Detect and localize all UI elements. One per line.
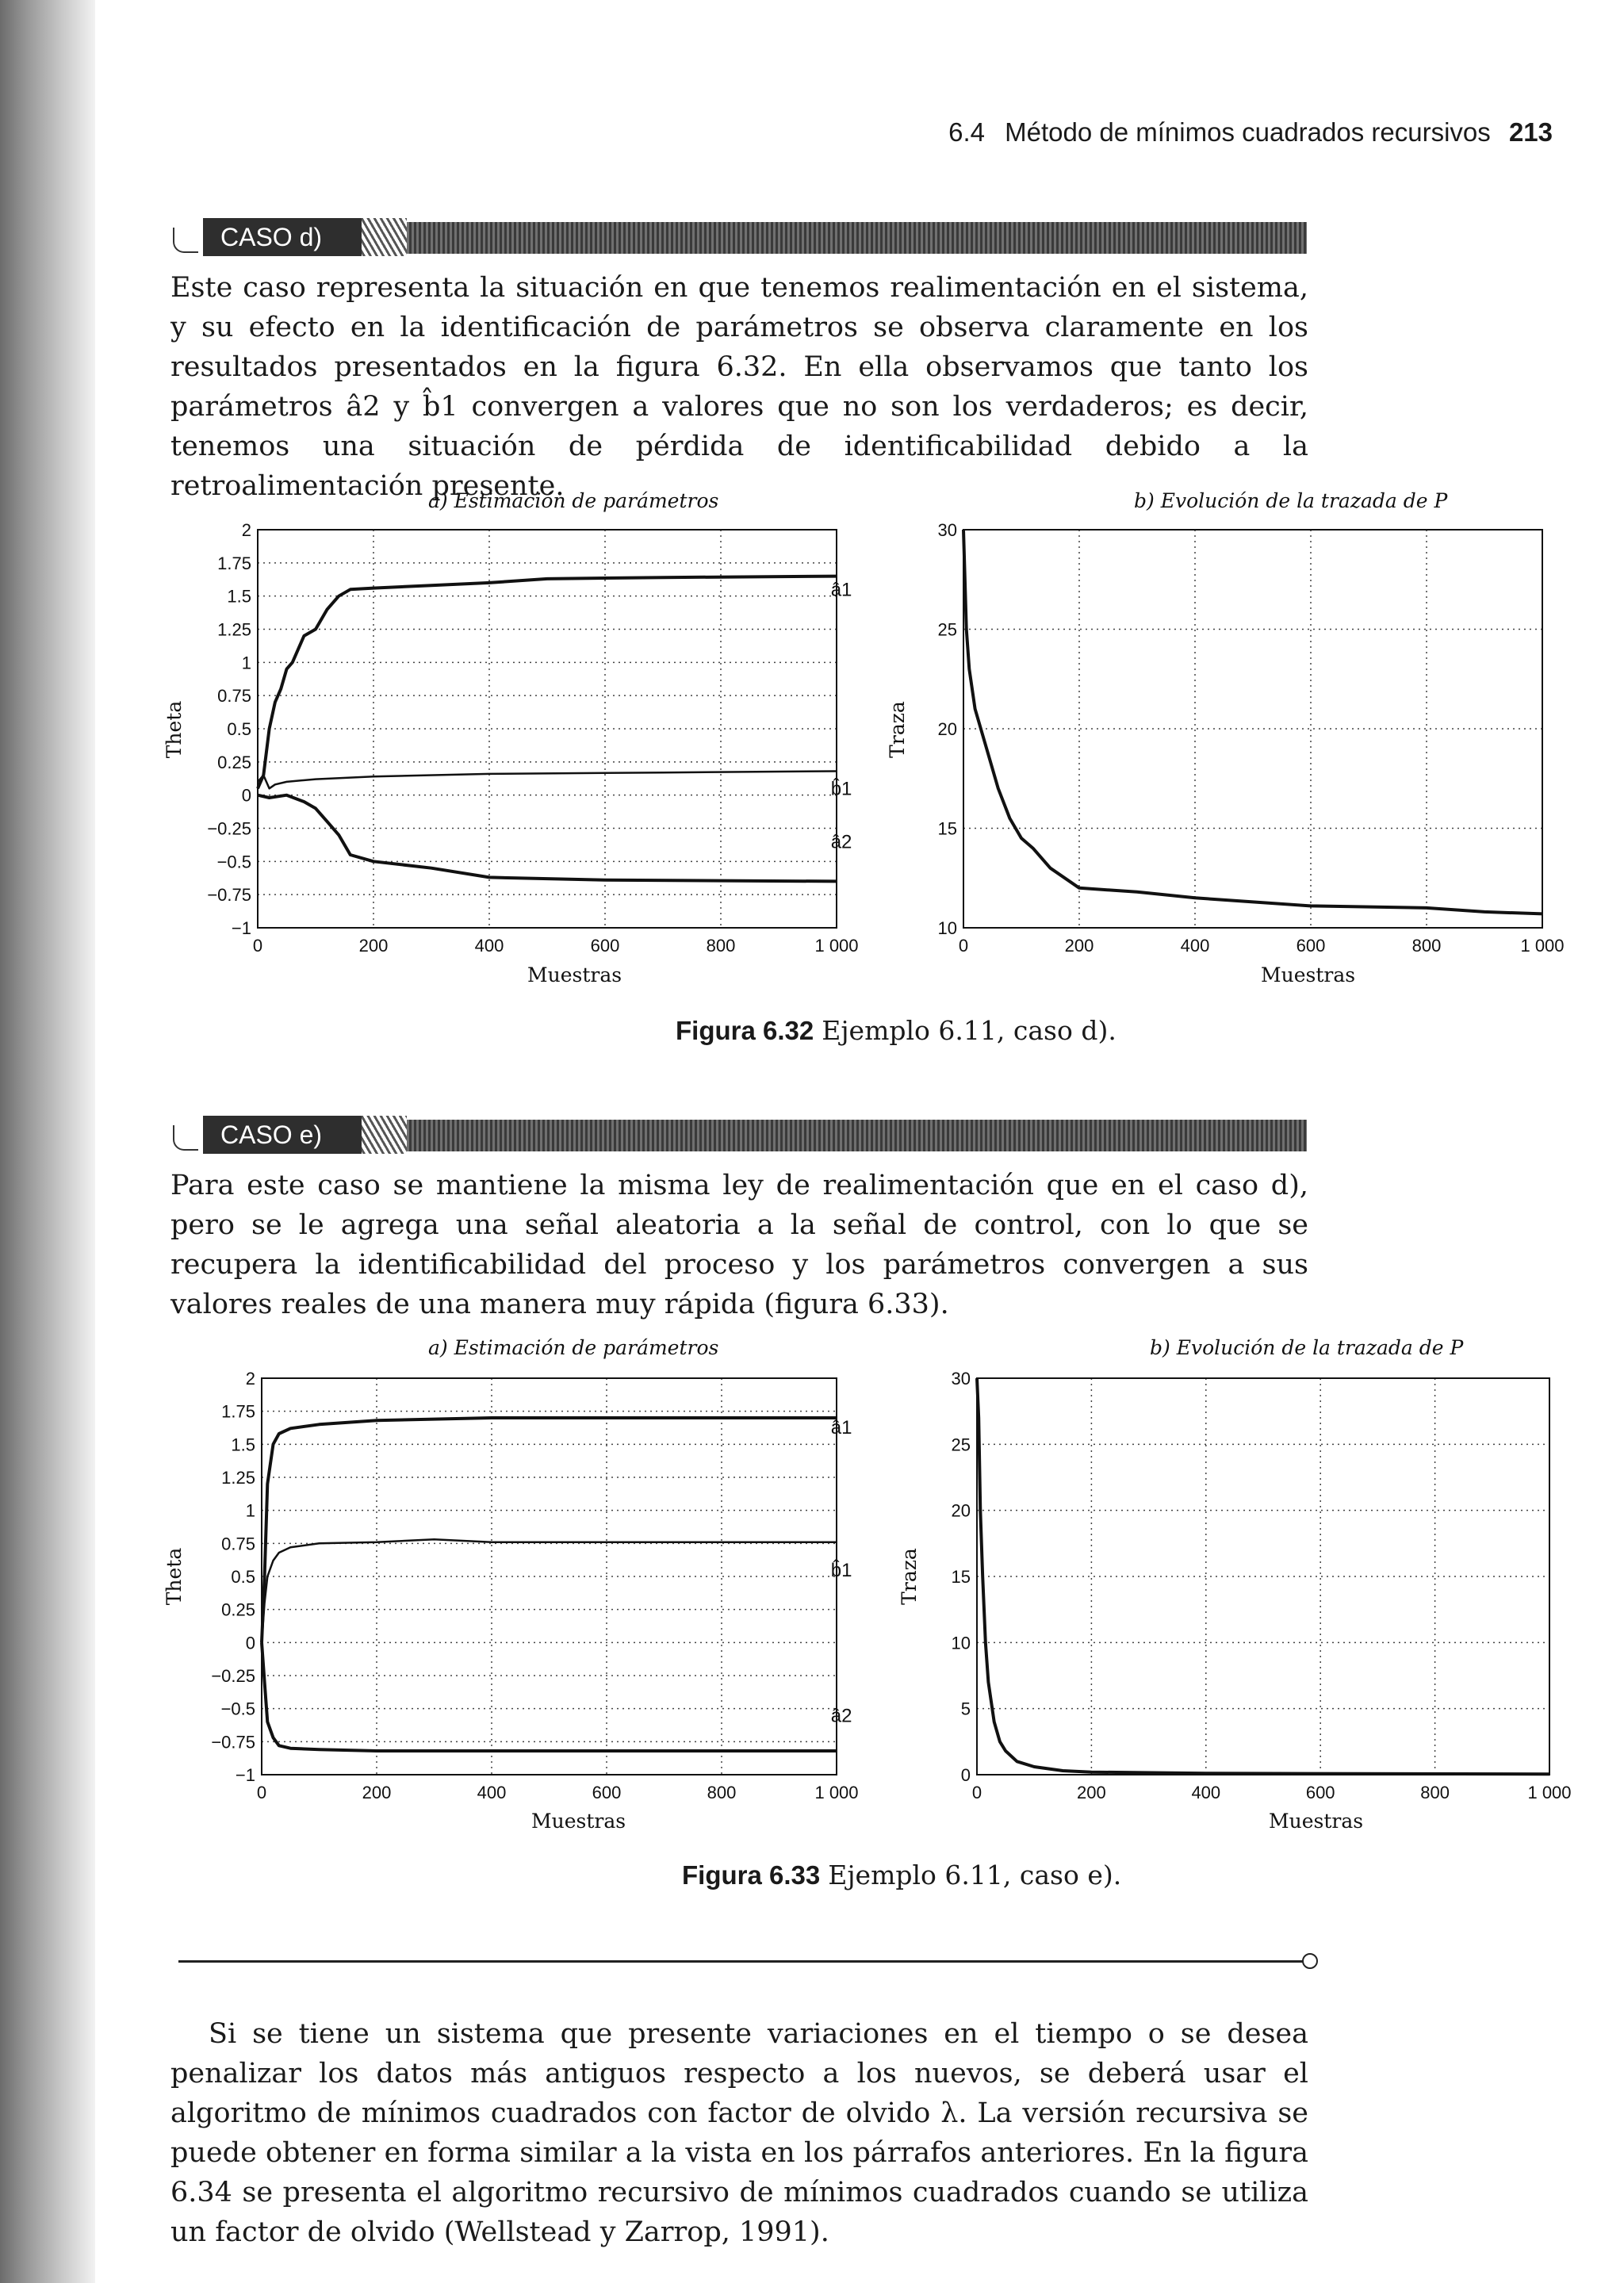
y-tick-label: 2 [245,1369,255,1389]
y-tick-label: 0.75 [221,1534,255,1554]
series-line-1 [258,576,837,789]
y-tick-label: −1 [235,1765,255,1785]
y-tick-label: 1.25 [221,1468,255,1488]
series-line-3 [262,1642,837,1751]
chart-title: a) Estimación de parámetros [428,489,719,512]
y-tick-label: 0 [245,1633,255,1653]
y-tick-label: 0.25 [217,752,251,772]
section-number: 6.4 [948,117,985,147]
y-tick-label: 20 [951,1500,971,1521]
x-tick-label: 0 [252,936,263,956]
series-line-1 [262,1418,837,1642]
x-tick-label: 1 000 [1520,936,1565,956]
x-tick-label: 800 [706,936,736,956]
y-tick-label: 1 [241,653,251,673]
y-tick-label: 1.75 [217,553,251,573]
y-tick-label: 1.75 [221,1401,255,1422]
case-e-paragraph: Para este caso se mantiene la misma ley de realimentación que en el caso d), pero se le agrega una señal aleatoria a la señal de control, con lo que se recupera la identificabilidad del proceso y los parámetros convergen a sus valores reales de una manera muy rápida (figura 6.33). [170,1170,1308,1320]
x-tick-label: 600 [592,1783,622,1802]
plot-frame [977,1378,1549,1775]
x-tick-label: 600 [1305,1783,1335,1802]
y-tick-label: 15 [937,818,957,839]
y-tick-label: 0 [960,1765,971,1785]
y-tick-label: −0.75 [211,1732,255,1752]
y-tick-label: 0.5 [227,719,251,739]
y-axis-label: Traza [886,701,909,758]
x-tick-label: 400 [477,1783,507,1802]
y-tick-label: 30 [937,520,957,540]
x-axis-label: Muestras [527,963,622,986]
y-tick-label: 5 [960,1699,971,1719]
case-e-label: CASO e) [203,1116,362,1154]
y-tick-label: 15 [951,1567,971,1587]
y-tick-label: 2 [241,520,251,540]
x-tick-label: 200 [362,1783,392,1802]
y-tick-label: −0.75 [207,885,251,906]
x-tick-label: 200 [1064,936,1094,956]
x-tick-label: 800 [1411,936,1442,956]
series-annotation: â1 [830,1417,852,1438]
chart-title: b) Evolución de la trazada de P [1150,1336,1464,1359]
y-tick-label: 1 [245,1500,255,1521]
y-tick-label: 25 [951,1435,971,1455]
x-tick-label: 200 [358,936,389,956]
x-tick-label: 800 [1420,1783,1450,1802]
figure-6-32-text: Ejemplo 6.11, caso d). [822,1015,1116,1046]
chart-title: a) Estimación de parámetros [428,1336,719,1359]
y-tick-label: 30 [951,1369,971,1389]
x-axis-label: Muestras [531,1810,626,1833]
series-line-2 [258,772,837,789]
fig632b-chart [886,489,1565,986]
series-annotation: â2 [830,831,852,853]
x-tick-label: 600 [1296,936,1326,956]
figure-6-33-caption [682,1860,1121,1890]
series-line-3 [258,795,837,882]
y-tick-label: −0.5 [220,1699,255,1719]
y-tick-label: 1.5 [227,586,251,607]
x-tick-label: 0 [971,1783,982,1802]
series-annotation: b̂1 [830,778,852,800]
x-tick-label: 1 000 [814,1783,859,1802]
series-annotation: â2 [830,1705,852,1727]
x-tick-label: 0 [256,1783,267,1802]
x-tick-label: 600 [590,936,620,956]
y-tick-label: 0 [241,785,251,806]
fig632a-chart [163,489,859,986]
case-d-paragraph: Este caso representa la situación en que tenemos realimentación en el sistema, y su efecto en la identificación de parámetros se observa claramente en los resultados presentados en la figura 6.32. En ella observamos que tanto los parámetros â2 y b̂1 convergen a valores que no son los verdaderos; es decir, tenemos una situación de pérdida de identificabilidad debido a la retroalimentación presente. [170,272,1308,502]
series-annotation: b̂1 [830,1560,852,1581]
series-line-1 [963,530,1542,914]
fig633a-chart [163,1336,859,1833]
series-line-2 [262,1539,837,1642]
y-tick-label: 0.25 [221,1599,255,1620]
y-axis-label: Theta [163,700,186,759]
x-tick-label: 0 [958,936,969,956]
y-tick-label: 1.5 [231,1435,255,1455]
fig633b-chart [898,1336,1572,1833]
y-tick-label: −0.25 [211,1666,255,1686]
x-tick-label: 1 000 [1527,1783,1572,1802]
figure-6-33-label: Figura 6.33 [682,1860,821,1890]
x-tick-label: 1 000 [814,936,859,956]
y-tick-label: −0.5 [216,852,251,872]
x-axis-label: Muestras [1261,963,1356,986]
y-axis-label: Traza [898,1548,921,1605]
y-tick-label: 0.5 [231,1567,255,1587]
y-tick-label: 0.75 [217,686,251,707]
y-tick-label: 10 [937,918,957,938]
y-tick-label: 1.25 [217,619,251,640]
y-tick-label: −1 [231,918,251,938]
x-tick-label: 400 [1180,936,1210,956]
y-tick-label: −0.25 [207,818,251,839]
page-number: 213 [1508,117,1553,147]
series-line-1 [977,1378,1549,1774]
y-axis-label: Theta [163,1547,186,1606]
figure-6-32-label: Figura 6.32 [676,1016,814,1045]
series-annotation: â1 [830,579,852,601]
y-tick-label: 20 [937,719,957,739]
x-tick-label: 400 [474,936,504,956]
x-tick-label: 800 [707,1783,737,1802]
y-tick-label: 10 [951,1633,971,1653]
closing-paragraph: Si se tiene un sistema que presente variaciones en el tiempo o se desea penalizar los datos más antiguos respecto a los nuevos, se deberá usar el algoritmo de mínimos cuadrados con factor de olvido λ. La versión recursiva se puede obtener en forma similar a la vista en los párrafos anteriores. En la figura 6.34 se presenta el algoritmo recursivo de mínimos cuadrados cuando se utiliza un factor de olvido (Wellstead y Zarrop, 1991). [170,2018,1308,2248]
figure-6-33-text: Ejemplo 6.11, caso e). [828,1860,1122,1890]
section-end-rule [178,1960,1304,1963]
x-axis-label: Muestras [1269,1810,1364,1833]
x-tick-label: 200 [1077,1783,1106,1802]
y-tick-label: 25 [937,619,957,640]
chart-title: b) Evolución de la trazada de P [1134,489,1448,512]
figure-6-32-caption [676,1015,1116,1046]
section-end-dot-icon [1302,1953,1318,1969]
x-tick-label: 400 [1191,1783,1221,1802]
case-d-label: CASO d) [203,218,362,256]
section-title: Método de mínimos cuadrados recursivos [1005,117,1491,147]
